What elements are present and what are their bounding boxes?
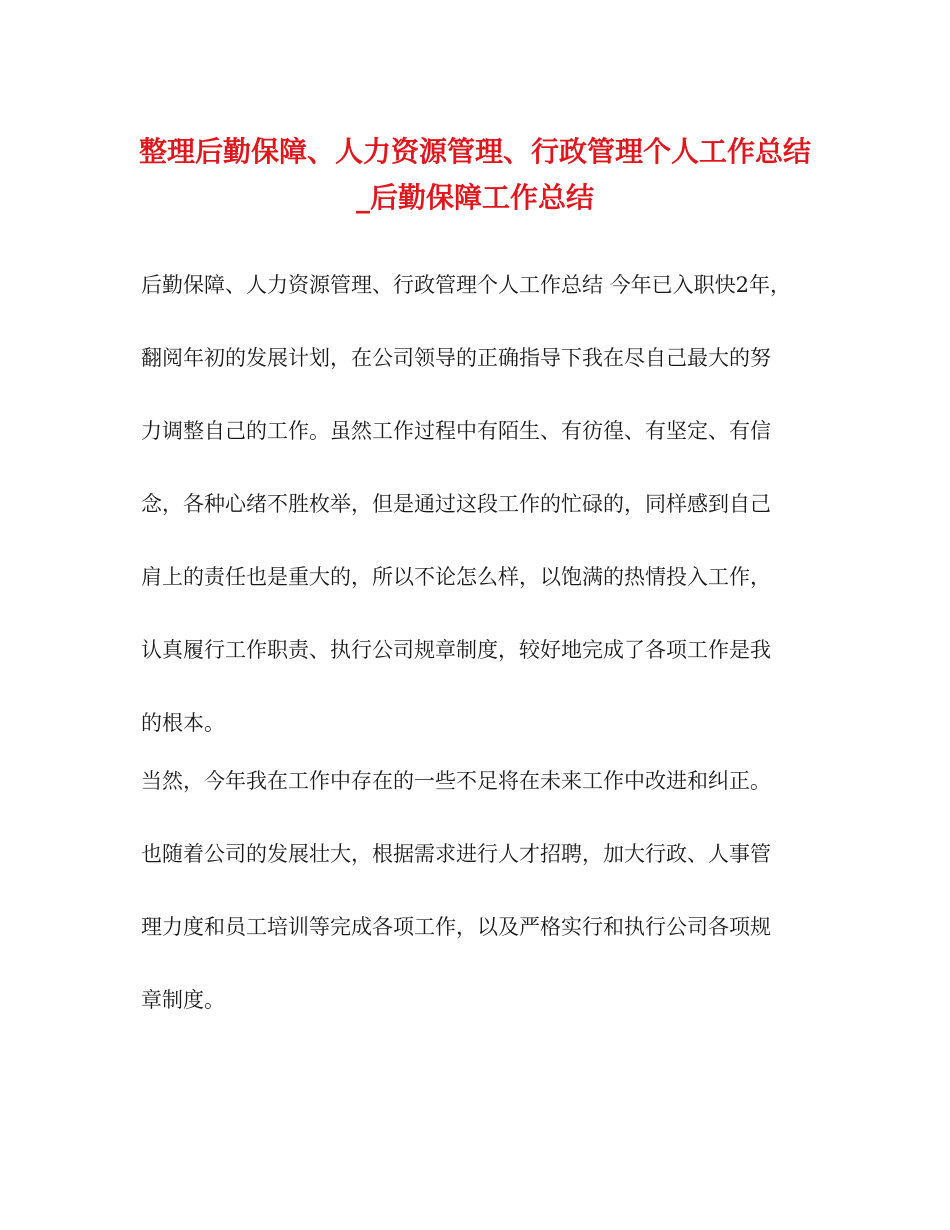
- document-title-line-1: 整理后勤保障、人力资源管理、行政管理个人工作总结: [138, 135, 811, 168]
- paragraph-line: 念，各种心绪不胜枚举，但是通过这段工作的忙碌的，同样感到自己: [141, 492, 771, 516]
- paragraph-line: 理力度和员工培训等完成各项工作，以及严格实行和执行公司各项规: [141, 915, 771, 939]
- paragraph-line: 后勤保障、人力资源管理、行政管理个人工作总结 今年已入职快2年，: [141, 273, 792, 297]
- paragraph-line: 肩上的责任也是重大的，所以不论怎么样，以饱满的热情投入工作，: [141, 565, 771, 589]
- paragraph-line: 翻阅年初的发展计划，在公司领导的正确指导下我在尽自己最大的努: [141, 346, 771, 370]
- paragraph-line: 的根本。: [141, 711, 225, 735]
- paragraph-line: 认真履行工作职责、执行公司规章制度，较好地完成了各项工作是我: [141, 638, 771, 662]
- paragraph-line: 力调整自己的工作。虽然工作过程中有陌生、有彷徨、有坚定、有信: [141, 419, 771, 443]
- paragraph-line: 也随着公司的发展壮大，根据需求进行人才招聘，加大行政、人事管: [141, 842, 771, 866]
- document-title-line-2: _后勤保障工作总结: [355, 181, 594, 214]
- paragraph-line: 当然，今年我在工作中存在的一些不足将在未来工作中改进和纠正。: [141, 769, 771, 793]
- paragraph-line: 章制度。: [141, 988, 225, 1012]
